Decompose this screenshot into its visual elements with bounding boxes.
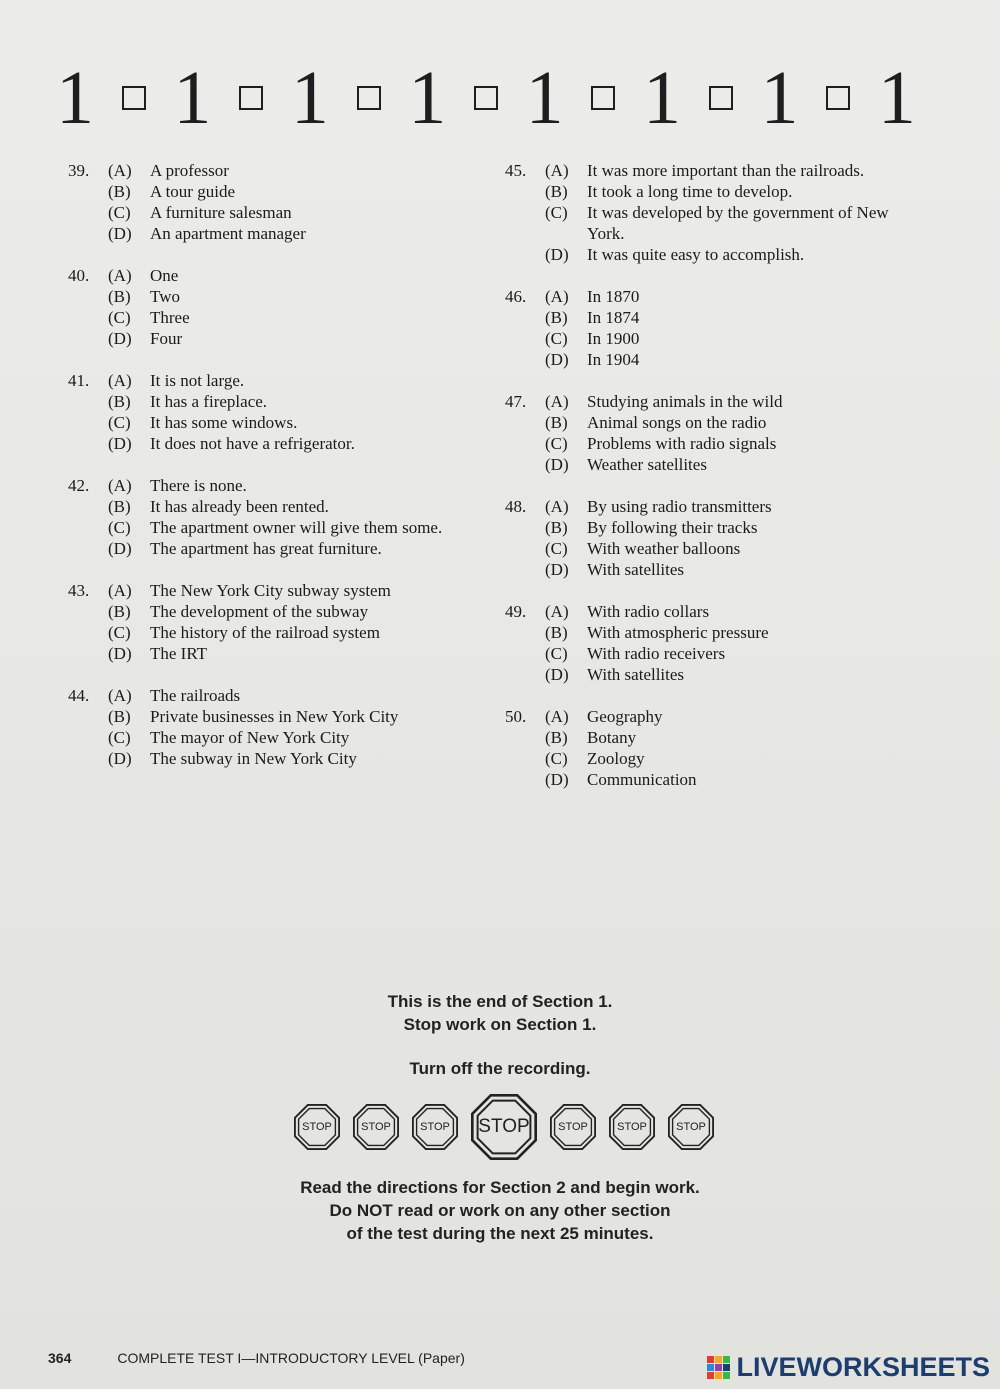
answer-option[interactable]	[505, 769, 925, 790]
page-footer	[48, 1350, 465, 1366]
question-number: 48.	[505, 497, 527, 516]
answer-option[interactable]	[505, 454, 925, 475]
logo-grid-icon	[707, 1356, 730, 1379]
option-letter: (D)	[108, 224, 132, 243]
question-item	[68, 475, 478, 559]
option-letter: (C)	[108, 518, 131, 537]
option-text: It was quite easy to accomplish.	[587, 245, 805, 264]
option-letter: (C)	[108, 413, 131, 432]
option-text: With satellites	[587, 560, 685, 579]
option-text: Botany	[587, 728, 637, 747]
stop-sign-icon	[668, 1104, 714, 1150]
question-number: 44.	[68, 686, 90, 705]
question-item	[505, 601, 925, 685]
option-letter: (D)	[108, 434, 132, 453]
question-item	[68, 265, 478, 349]
option-text: An apartment manager	[150, 224, 306, 243]
stop-label: STOP	[676, 1121, 706, 1133]
stop-sign-icon	[353, 1104, 399, 1150]
option-text: Two	[150, 287, 180, 306]
answer-option[interactable]	[505, 244, 925, 265]
option-letter: (A)	[108, 371, 132, 390]
option-text: In 1900	[587, 329, 640, 348]
answer-option[interactable]	[68, 622, 478, 643]
section-number-digit: 1	[877, 56, 916, 140]
answer-option[interactable]	[505, 748, 925, 769]
section-banner	[56, 58, 916, 138]
question-number: 49.	[505, 602, 527, 621]
option-letter: (C)	[545, 644, 568, 663]
option-text: The New York City subway system	[150, 581, 391, 600]
answer-option[interactable]	[68, 748, 478, 769]
option-letter: (B)	[545, 623, 568, 642]
question-number: 46.	[505, 287, 527, 306]
logo-cell	[707, 1372, 714, 1379]
answer-option[interactable]	[505, 202, 925, 244]
option-letter: (D)	[545, 350, 569, 369]
answer-option[interactable]	[505, 412, 925, 433]
square-icon	[122, 86, 146, 110]
answer-option[interactable]	[68, 265, 478, 286]
answer-option[interactable]	[68, 517, 478, 538]
option-letter: (D)	[108, 539, 132, 558]
answer-option[interactable]	[505, 328, 925, 349]
option-text: A professor	[150, 161, 229, 180]
stop-sign-icon	[412, 1104, 458, 1150]
option-letter: (B)	[108, 497, 131, 516]
option-text: Studying animals in the wild	[587, 392, 783, 411]
option-text: The railroads	[150, 686, 241, 705]
answer-option[interactable]	[68, 538, 478, 559]
answer-option[interactable]	[505, 181, 925, 202]
option-text: In 1870	[587, 287, 640, 306]
answer-option[interactable]	[505, 391, 925, 412]
option-text: It has already been rented.	[150, 497, 329, 516]
answer-option[interactable]	[68, 391, 478, 412]
option-letter: (C)	[108, 623, 131, 642]
option-text: It is not large.	[150, 371, 245, 390]
stop-sign-icon	[609, 1104, 655, 1150]
option-text: By following their tracks	[587, 518, 758, 537]
option-letter: (C)	[545, 203, 568, 222]
stop-work-line: Stop work on Section 1.	[403, 1015, 597, 1034]
answer-option[interactable]	[505, 538, 925, 559]
stop-sign-icon	[550, 1104, 596, 1150]
question-item	[68, 370, 478, 454]
option-letter: (D)	[108, 749, 132, 768]
question-number: 39.	[68, 161, 90, 180]
option-text: The history of the railroad system	[150, 623, 380, 642]
option-text: A tour guide	[150, 182, 235, 201]
option-letter: (A)	[545, 602, 569, 621]
option-letter: (C)	[545, 749, 568, 768]
answer-option[interactable]	[68, 370, 478, 391]
option-letter: (D)	[108, 644, 132, 663]
stop-label: STOP	[420, 1121, 450, 1133]
option-letter: (C)	[108, 728, 131, 747]
question-item	[68, 160, 478, 244]
answer-option[interactable]	[505, 664, 925, 685]
question-number: 41.	[68, 371, 90, 390]
option-text: It took a long time to develop.	[587, 182, 793, 201]
answer-option[interactable]	[68, 412, 478, 433]
option-text: It has a fireplace.	[150, 392, 268, 411]
answer-option[interactable]	[505, 433, 925, 454]
option-letter: (A)	[108, 161, 132, 180]
answer-option[interactable]	[505, 160, 925, 181]
option-letter: (A)	[545, 497, 569, 516]
answer-option[interactable]	[68, 643, 478, 664]
page-number: 364	[48, 1350, 72, 1366]
questions-left-column	[68, 160, 478, 790]
answer-option[interactable]	[505, 559, 925, 580]
option-letter: (C)	[545, 329, 568, 348]
option-letter: (B)	[545, 728, 568, 747]
square-icon	[357, 86, 381, 110]
option-letter: (B)	[545, 182, 568, 201]
answer-option[interactable]	[505, 706, 925, 727]
footer-title: COMPLETE TEST I—INTRODUCTORY LEVEL (Paper)	[117, 1350, 465, 1366]
logo-cell	[723, 1364, 730, 1371]
option-text: One	[150, 266, 179, 285]
stop-label: STOP	[302, 1121, 332, 1133]
square-icon	[709, 86, 733, 110]
option-text: It does not have a refrigerator.	[150, 434, 355, 453]
option-letter: (A)	[545, 287, 569, 306]
answer-option[interactable]	[68, 181, 478, 202]
answer-option[interactable]	[68, 685, 478, 706]
option-text: Problems with radio signals	[587, 434, 777, 453]
option-text: Private businesses in New York City	[150, 707, 399, 726]
option-text: The development of the subway	[150, 602, 369, 621]
option-letter: (B)	[108, 182, 131, 201]
stop-label: STOP	[478, 1116, 530, 1137]
answer-option[interactable]	[505, 286, 925, 307]
question-item	[505, 286, 925, 370]
option-text: It has some windows.	[150, 413, 298, 432]
option-text: There is none.	[150, 476, 247, 495]
option-text: With satellites	[587, 665, 685, 684]
option-letter: (D)	[108, 329, 132, 348]
logo-cell	[715, 1364, 722, 1371]
option-text: It was developed by the government of New York.	[587, 203, 889, 243]
option-text: With radio collars	[587, 602, 710, 621]
option-text: It was more important than the railroads.	[587, 161, 865, 180]
option-letter: (A)	[545, 392, 569, 411]
option-text: With weather balloons	[587, 539, 741, 558]
answer-option[interactable]	[68, 202, 478, 223]
option-text: By using radio transmitters	[587, 497, 772, 516]
option-letter: (A)	[108, 686, 132, 705]
option-letter: (D)	[545, 245, 569, 264]
answer-option[interactable]	[68, 307, 478, 328]
option-text: With radio receivers	[587, 644, 726, 663]
square-icon	[474, 86, 498, 110]
option-text: Animal songs on the radio	[587, 413, 767, 432]
answer-option[interactable]	[68, 160, 478, 181]
question-number: 42.	[68, 476, 90, 495]
option-letter: (B)	[108, 392, 131, 411]
answer-option[interactable]	[68, 727, 478, 748]
logo-cell	[715, 1372, 722, 1379]
answer-option[interactable]	[505, 496, 925, 517]
option-text: Geography	[587, 707, 663, 726]
option-letter: (D)	[545, 665, 569, 684]
liveworksheets-logo	[707, 1352, 990, 1383]
answer-option[interactable]	[68, 601, 478, 622]
answer-option[interactable]	[505, 601, 925, 622]
question-number: 50.	[505, 707, 527, 726]
option-letter: (D)	[545, 770, 569, 789]
turn-off-recording-line: Turn off the recording.	[409, 1059, 591, 1078]
square-icon	[826, 86, 850, 110]
option-text: The mayor of New York City	[150, 728, 350, 747]
option-letter: (A)	[108, 581, 132, 600]
answer-option[interactable]	[68, 223, 478, 244]
question-item	[68, 580, 478, 664]
option-letter: (B)	[545, 308, 568, 327]
option-letter: (B)	[108, 602, 131, 621]
square-icon	[239, 86, 263, 110]
option-letter: (B)	[545, 518, 568, 537]
option-letter: (C)	[108, 203, 131, 222]
section-number-digit: 1	[408, 56, 447, 140]
question-number: 47.	[505, 392, 527, 411]
option-text: Weather satellites	[587, 455, 707, 474]
logo-cell	[723, 1372, 730, 1379]
questions-right-column	[505, 160, 925, 811]
section-number-digit: 1	[290, 56, 329, 140]
option-letter: (A)	[545, 161, 569, 180]
option-text: Zoology	[587, 749, 645, 768]
option-letter: (D)	[545, 560, 569, 579]
end-of-section-notice	[230, 990, 770, 1080]
option-letter: (B)	[108, 707, 131, 726]
logo-cell	[715, 1356, 722, 1363]
option-text: The subway in New York City	[150, 749, 357, 768]
answer-option[interactable]	[68, 286, 478, 307]
option-text: The IRT	[150, 644, 208, 663]
logo-cell	[707, 1356, 714, 1363]
question-number: 45.	[505, 161, 527, 180]
option-text: With atmospheric pressure	[587, 623, 769, 642]
option-text: The apartment has great furniture.	[150, 539, 382, 558]
next-section-directions	[230, 1176, 770, 1245]
brand-name: LIVEWORKSHEETS	[736, 1352, 990, 1382]
stop-label: STOP	[361, 1121, 391, 1133]
option-letter: (B)	[545, 413, 568, 432]
answer-option[interactable]	[505, 307, 925, 328]
answer-option[interactable]	[505, 643, 925, 664]
option-letter: (B)	[108, 287, 131, 306]
question-item	[505, 391, 925, 475]
option-letter: (C)	[108, 308, 131, 327]
stop-label: STOP	[558, 1121, 588, 1133]
answer-option[interactable]	[505, 622, 925, 643]
stop-label: STOP	[617, 1121, 647, 1133]
answer-option[interactable]	[68, 496, 478, 517]
stop-sign-icon	[294, 1104, 340, 1150]
section-number-digit: 1	[173, 56, 212, 140]
option-text: The apartment owner will give them some.	[150, 518, 443, 537]
option-text: In 1874	[587, 308, 640, 327]
square-icon	[591, 86, 615, 110]
option-text: A furniture salesman	[150, 203, 292, 222]
stop-sign-icon	[471, 1094, 537, 1160]
option-letter: (A)	[108, 476, 132, 495]
logo-cell	[707, 1364, 714, 1371]
option-letter: (D)	[545, 455, 569, 474]
question-item	[505, 160, 925, 265]
option-letter: (A)	[108, 266, 132, 285]
question-item	[505, 496, 925, 580]
answer-option[interactable]	[68, 328, 478, 349]
question-number: 43.	[68, 581, 90, 600]
option-letter: (C)	[545, 539, 568, 558]
section-number-digit: 1	[56, 56, 94, 140]
answer-option[interactable]	[68, 580, 478, 601]
section-number-digit: 1	[760, 56, 799, 140]
option-letter: (C)	[545, 434, 568, 453]
stop-signs-row	[294, 1094, 714, 1160]
question-item	[68, 685, 478, 769]
answer-option[interactable]	[505, 727, 925, 748]
answer-option[interactable]	[505, 349, 925, 370]
directions-line-1: Read the directions for Section 2 and begin work.	[300, 1178, 700, 1197]
question-number: 40.	[68, 266, 90, 285]
option-text: Communication	[587, 770, 697, 789]
option-text: Three	[150, 308, 190, 327]
answer-option[interactable]	[68, 706, 478, 727]
answer-option[interactable]	[505, 517, 925, 538]
option-letter: (A)	[545, 707, 569, 726]
answer-option[interactable]	[68, 433, 478, 454]
question-item	[505, 706, 925, 790]
section-number-digit: 1	[643, 56, 682, 140]
directions-line-2: Do NOT read or work on any other section	[329, 1201, 671, 1220]
end-section-line: This is the end of Section 1.	[387, 992, 613, 1011]
logo-cell	[723, 1356, 730, 1363]
directions-line-3: of the test during the next 25 minutes.	[346, 1224, 654, 1243]
answer-option[interactable]	[68, 475, 478, 496]
section-number-digit: 1	[525, 56, 564, 140]
option-text: Four	[150, 329, 183, 348]
option-text: In 1904	[587, 350, 640, 369]
